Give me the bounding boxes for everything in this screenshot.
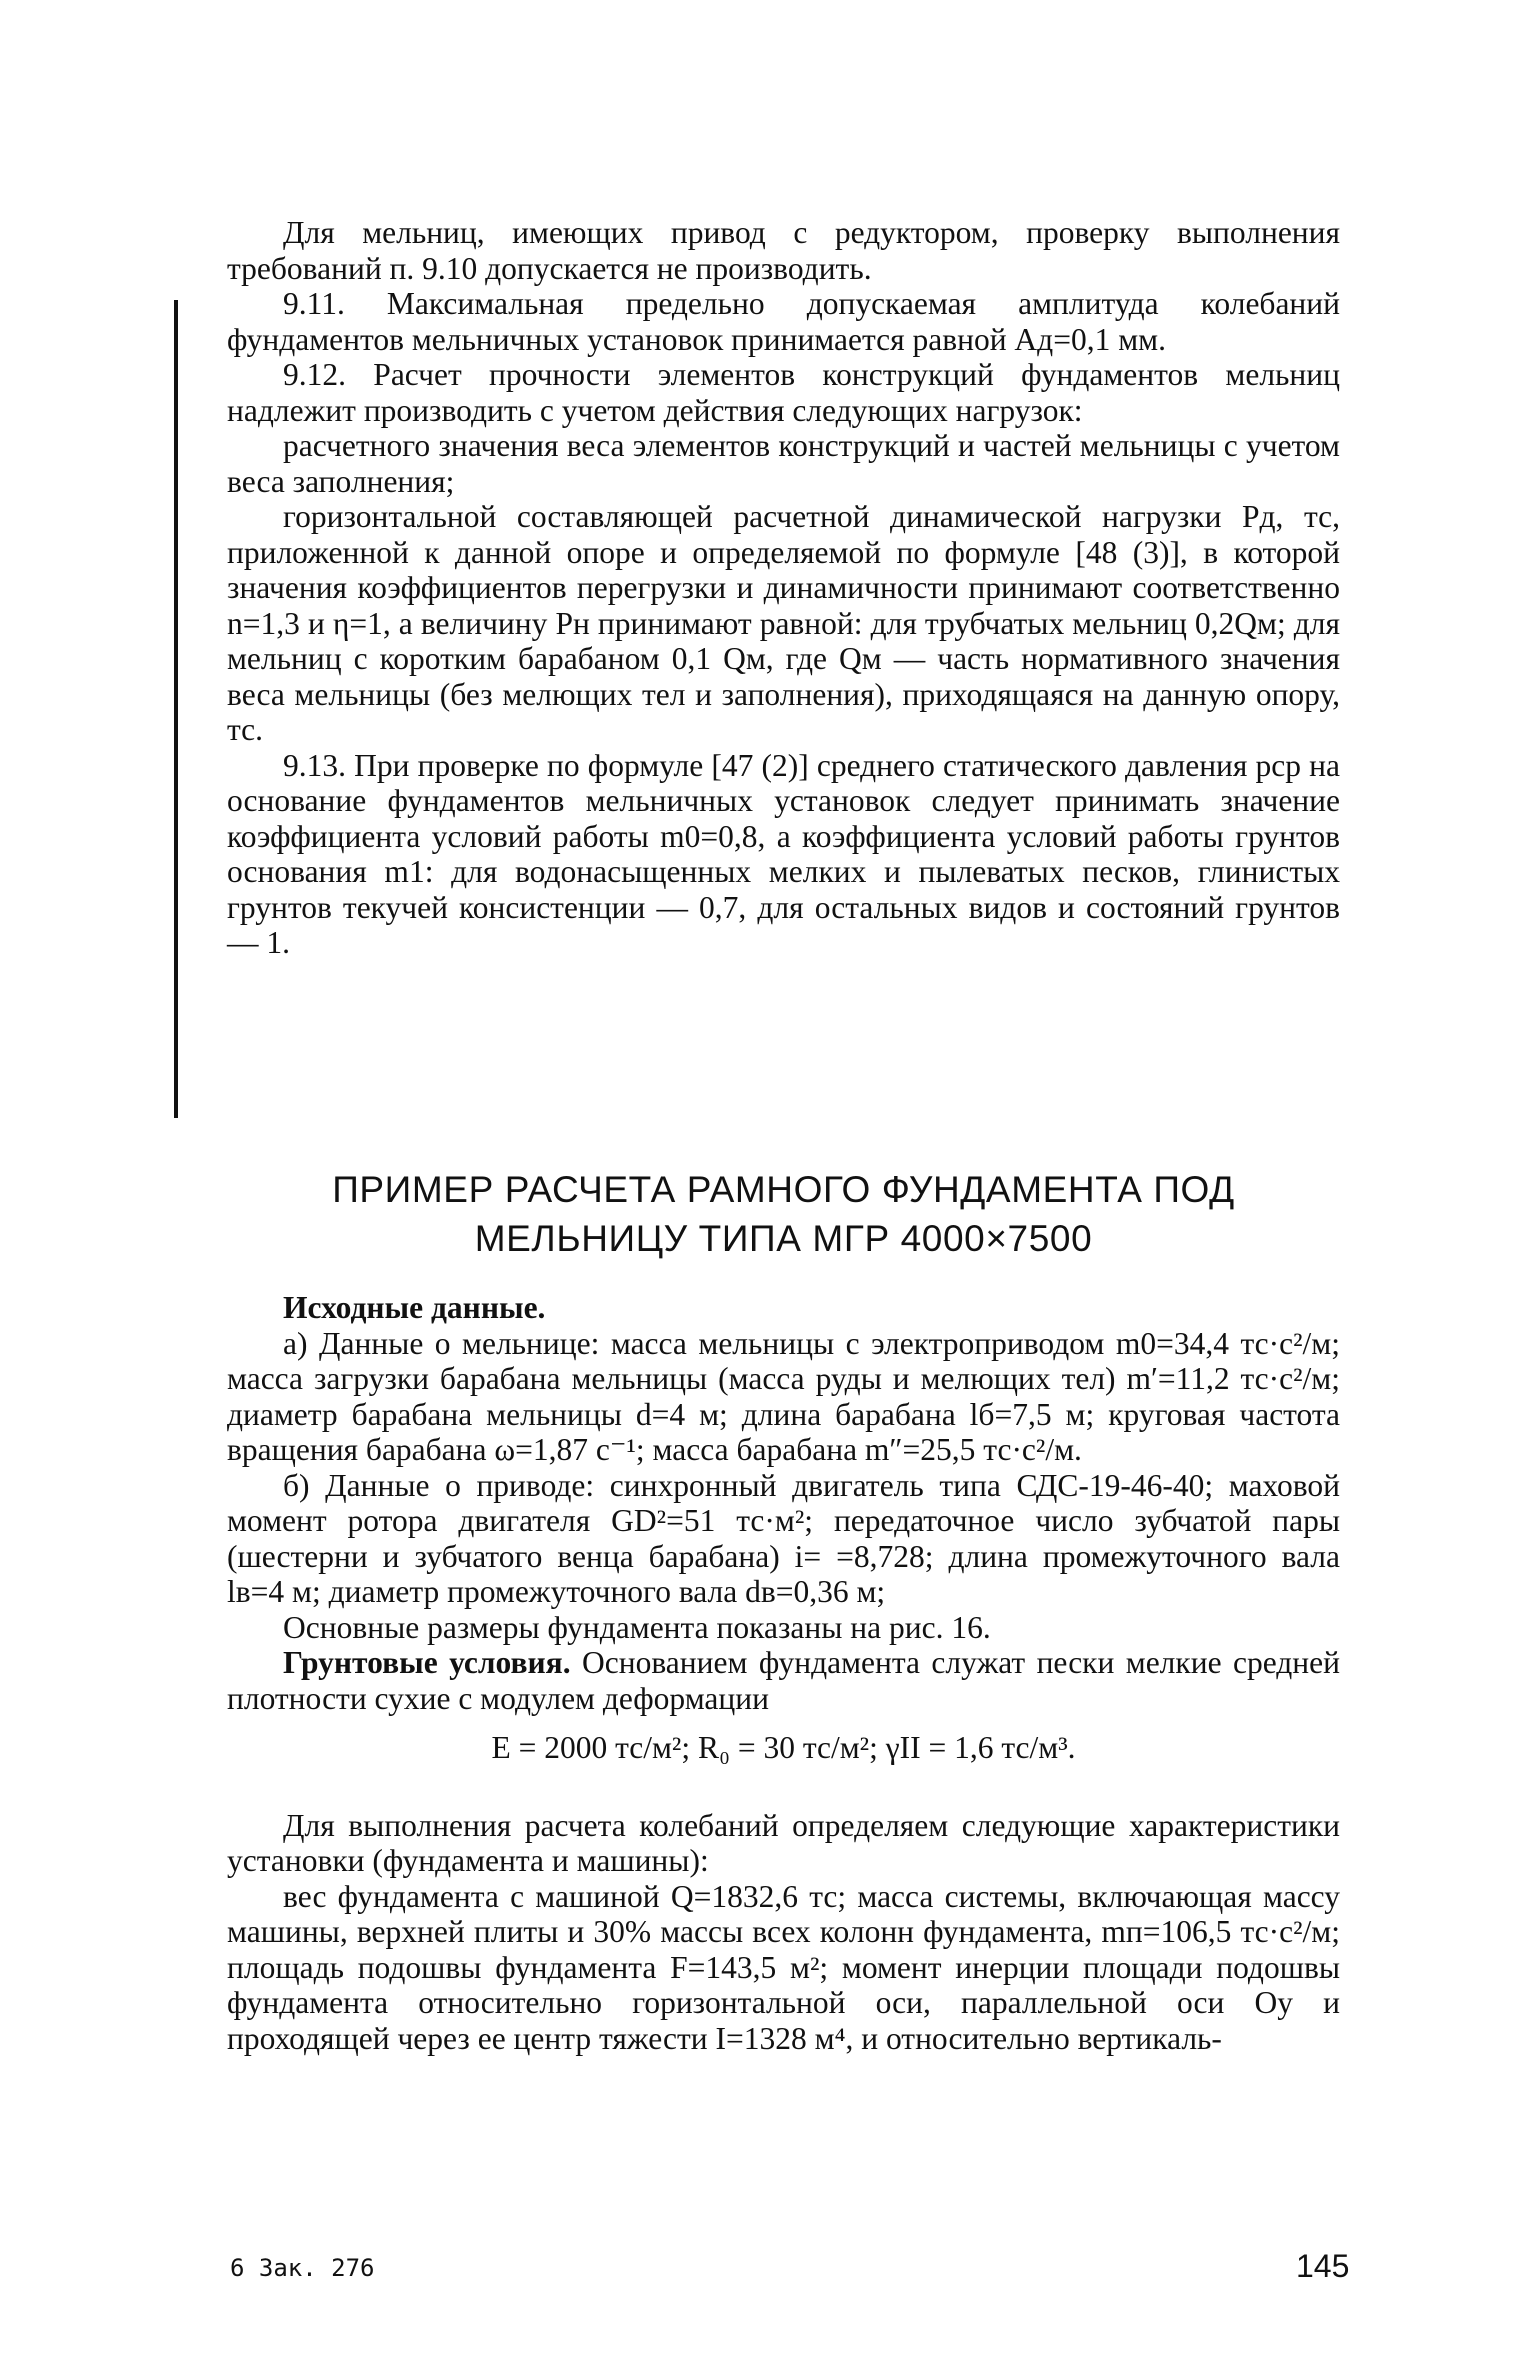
paragraph-drive-data: б) Данные о приводе: синхронный двигатель типа СДС-19-46-40; маховой момент ротора двигателя GD²=51 тс·м²; передаточное число зубчатой пары (шестерни и зубчатого венца барабана) i= =8,728; длина промежуточного вала lв=4 м; диаметр промежуточного вала dв=0,36 м;	[227, 1467, 1340, 1609]
example-heading	[227, 1165, 1340, 1263]
paragraph-mill-reducer: Для мельниц, имеющих привод с редуктором, проверку выполнения требований п. 9.10 допускается не производить.	[227, 215, 1340, 286]
paragraph-calc-values: вес фундамента с машиной Q=1832,6 тс; масса системы, включающая массу машины, верхней плиты и 30% массы всех колонн фундамента, mп=106,5 тс·с²/м; площадь подошвы фундамента F=143,5 м²; момент инерции площади подошвы фундамента относительно горизонтальной оси, параллельной оси Oy и проходящей через ее центр тяжести I=1328 м⁴, и относительно вертикаль-	[227, 1878, 1340, 2056]
soil-text: Основанием фундамента служат пески мелкие средней плотности сухие с модулем деформации	[227, 1645, 1340, 1716]
section-9-text	[227, 215, 1340, 961]
paragraph-9-11: 9.11. Максимальная предельно допускаемая амплитуда колебаний фундаментов мельничных установок принимается равной Aд=0,1 мм.	[227, 286, 1340, 357]
footer-order-mark: 6 Зак. 276	[230, 2254, 375, 2282]
soil-formula: E = 2000 тс/м²; R₀ = 30 тс/м²; γII = 1,6 тс/м³.	[491, 1730, 1076, 1765]
page-number: 145	[1296, 2248, 1350, 2284]
heading-line-2: МЕЛЬНИЦУ ТИПА МГР 4000×7500	[474, 1218, 1093, 1259]
soil-title: Грунтовые условия.	[283, 1645, 571, 1680]
paragraph-calc-intro: Для выполнения расчета колебаний определяем следующие характеристики установки (фундамента и машины):	[227, 1807, 1340, 1878]
paragraph-dimensions-ref: Основные размеры фундамента показаны на рис. 16.	[283, 1609, 991, 1645]
paragraph-mill-data: а) Данные о мельнице: масса мельницы с электроприводом m0=34,4 тс·с²/м; масса загрузки барабана мельницы (масса руды и мелющих тел) m′=11,2 тс·с²/м; диаметр барабана мельницы d=4 м; длина барабана lб=7,5 м; круговая частота вращения барабана ω=1,87 с⁻¹; масса барабана m″=25,5 тс·с²/м.	[227, 1325, 1340, 1467]
paragraph-soil	[227, 1645, 1340, 1716]
margin-revision-bar	[174, 300, 178, 1118]
paragraph-load-dynamic: горизонтальной составляющей расчетной динамической нагрузки Pд, тс, приложенной к данной опоре и определяемой по формуле [48 (3)], в которой значения коэффициентов перегрузки и динамичности принимают соответственно n=1,3 и η=1, а величину Pн принимают равной: для трубчатых мельниц 0,2Qм; для мельниц с коротким барабаном 0,1 Qм, где Qм — часть нормативного значения веса мельницы (без мелющих тел и заполнения), приходящаяся на данную опору, тс.	[227, 499, 1340, 747]
example-text	[227, 1290, 1340, 2056]
paragraph-load-weight: расчетного значения веса элементов конструкций и частей мельницы с учетом веса заполнения;	[227, 428, 1340, 499]
paragraph-9-13: 9.13. При проверке по формуле [47 (2)] среднего статического давления pср на основание фундаментов мельничных установок следует принимать значение коэффициента условий работы m0=0,8, а коэффициента условий работы грунтов основания m1: для водонасыщенных мелких и пылеватых песков, глинистых грунтов текучей консистенции — 0,7, для остальных видов и состояний грунтов — 1.	[227, 747, 1340, 960]
heading-line-1: ПРИМЕР РАСЧЕТА РАМНОГО ФУНДАМЕНТА ПОД	[332, 1169, 1235, 1210]
paragraph-9-12: 9.12. Расчет прочности элементов конструкций фундаментов мельниц надлежит производить с учетом действия следующих нагрузок:	[227, 357, 1340, 428]
source-data-title: Исходные данные.	[283, 1290, 546, 1325]
